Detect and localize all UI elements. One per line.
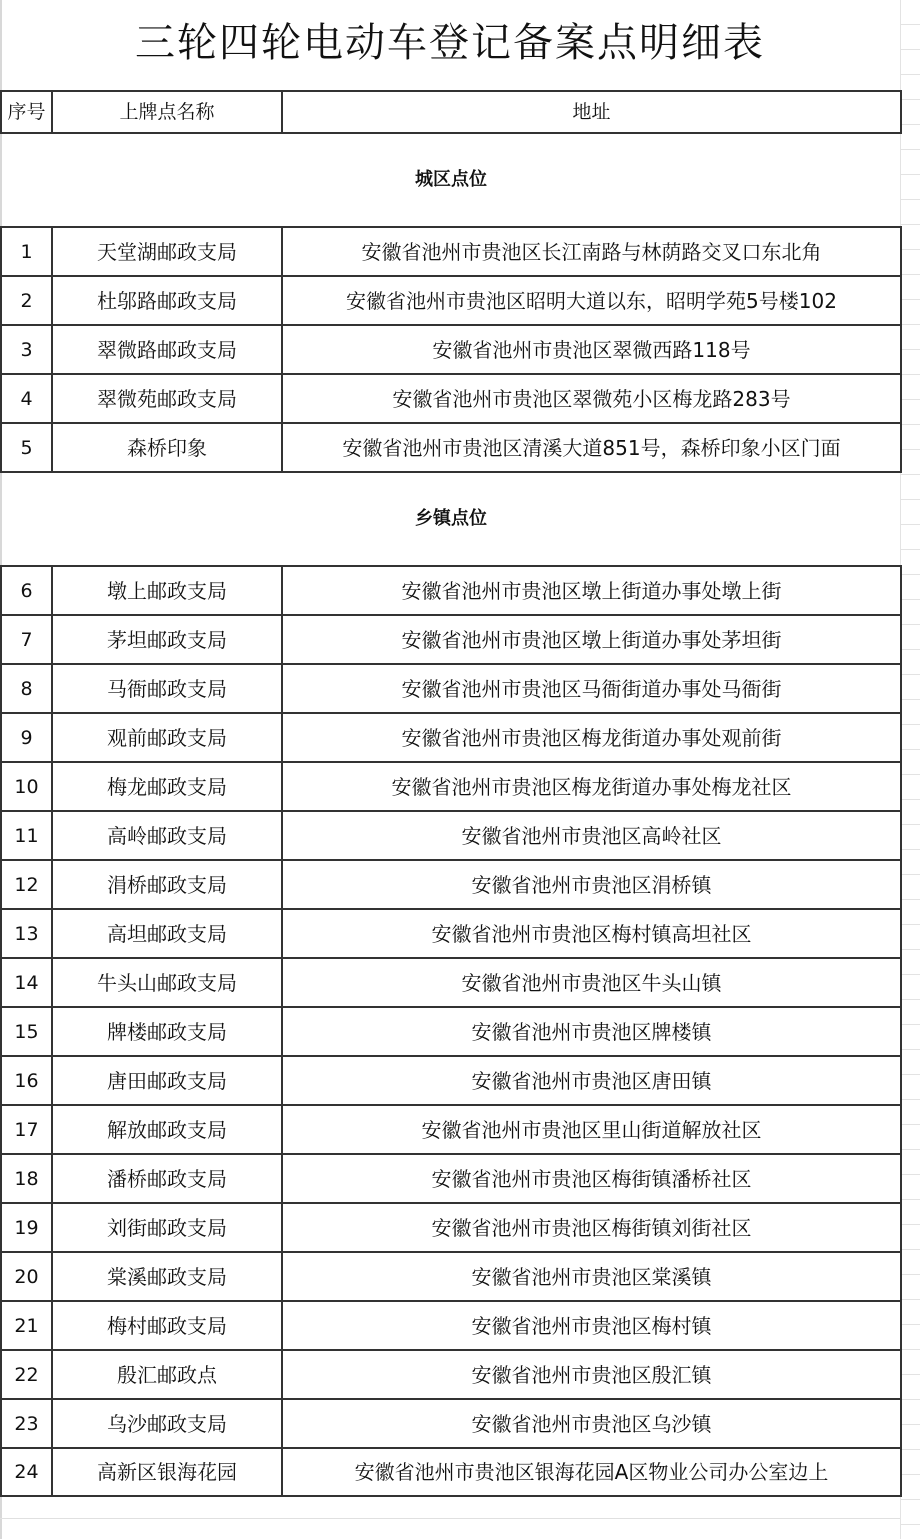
cell-address[interactable]: 安徽省池州市贵池区梅龙街道办事处梅龙社区 xyxy=(282,762,901,811)
table-row xyxy=(1,1056,901,1105)
cell-name[interactable]: 高岭邮政支局 xyxy=(52,811,282,860)
table-row xyxy=(1,762,901,811)
cell-address[interactable]: 安徽省池州市贵池区梅龙街道办事处观前街 xyxy=(282,713,901,762)
cell-address[interactable]: 安徽省池州市贵池区殷汇镇 xyxy=(282,1350,901,1399)
cell-name[interactable]: 天堂湖邮政支局 xyxy=(52,227,282,276)
table-row xyxy=(1,1154,901,1203)
cell-address[interactable]: 安徽省池州市贵池区棠溪镇 xyxy=(282,1252,901,1301)
cell-address[interactable]: 安徽省池州市贵池区梅村镇高坦社区 xyxy=(282,909,901,958)
cell-name[interactable]: 茅坦邮政支局 xyxy=(52,615,282,664)
cell-index[interactable]: 22 xyxy=(1,1350,52,1399)
cell-name[interactable]: 涓桥邮政支局 xyxy=(52,860,282,909)
cell-index[interactable]: 2 xyxy=(1,276,52,325)
cell-name[interactable]: 翠微苑邮政支局 xyxy=(52,374,282,423)
cell-name[interactable]: 乌沙邮政支局 xyxy=(52,1399,282,1448)
cell-name[interactable]: 唐田邮政支局 xyxy=(52,1056,282,1105)
cell-index[interactable]: 12 xyxy=(1,860,52,909)
table-row xyxy=(1,374,901,423)
table-row xyxy=(1,1301,901,1350)
cell-name[interactable]: 棠溪邮政支局 xyxy=(52,1252,282,1301)
cell-name[interactable]: 马衙邮政支局 xyxy=(52,664,282,713)
cell-address[interactable]: 安徽省池州市贵池区梅村镇 xyxy=(282,1301,901,1350)
table-row xyxy=(1,664,901,713)
table-row xyxy=(1,811,901,860)
cell-index[interactable]: 6 xyxy=(1,566,52,615)
cell-index[interactable]: 11 xyxy=(1,811,52,860)
cell-index[interactable]: 24 xyxy=(1,1448,52,1496)
cell-index[interactable]: 7 xyxy=(1,615,52,664)
table-row xyxy=(1,566,901,615)
cell-index[interactable]: 23 xyxy=(1,1399,52,1448)
page-title: 三轮四轮电动车登记备案点明细表 xyxy=(135,20,765,66)
table-row xyxy=(1,615,901,664)
cell-address[interactable]: 安徽省池州市贵池区墩上街道办事处茅坦街 xyxy=(282,615,901,664)
cell-name[interactable]: 牛头山邮政支局 xyxy=(52,958,282,1007)
cell-index[interactable]: 21 xyxy=(1,1301,52,1350)
cell-index[interactable]: 19 xyxy=(1,1203,52,1252)
table-header-row xyxy=(1,91,901,133)
cell-address[interactable]: 安徽省池州市贵池区翠微西路118号 xyxy=(282,325,901,374)
cell-address[interactable]: 安徽省池州市贵池区高岭社区 xyxy=(282,811,901,860)
cell-address[interactable]: 安徽省池州市贵池区长江南路与林荫路交叉口东北角 xyxy=(282,227,901,276)
registration-points-table xyxy=(0,90,902,1497)
cell-index[interactable]: 10 xyxy=(1,762,52,811)
cell-name[interactable]: 刘街邮政支局 xyxy=(52,1203,282,1252)
table-row xyxy=(1,1350,901,1399)
section-row xyxy=(1,133,901,227)
table-row xyxy=(1,958,901,1007)
cell-index[interactable]: 16 xyxy=(1,1056,52,1105)
cell-address[interactable]: 安徽省池州市贵池区涓桥镇 xyxy=(282,860,901,909)
table-row xyxy=(1,1007,901,1056)
cell-index[interactable]: 13 xyxy=(1,909,52,958)
cell-address[interactable]: 安徽省池州市贵池区里山街道解放社区 xyxy=(282,1105,901,1154)
section-label[interactable]: 乡镇点位 xyxy=(1,472,901,566)
cell-index[interactable]: 8 xyxy=(1,664,52,713)
cell-address[interactable]: 安徽省池州市贵池区翠微苑小区梅龙路283号 xyxy=(282,374,901,423)
header-address[interactable]: 地址 xyxy=(282,91,901,133)
cell-index[interactable]: 20 xyxy=(1,1252,52,1301)
cell-name[interactable]: 梅村邮政支局 xyxy=(52,1301,282,1350)
cell-name[interactable]: 解放邮政支局 xyxy=(52,1105,282,1154)
cell-name[interactable]: 潘桥邮政支局 xyxy=(52,1154,282,1203)
header-index[interactable]: 序号 xyxy=(1,91,52,133)
cell-index[interactable]: 9 xyxy=(1,713,52,762)
cell-index[interactable]: 18 xyxy=(1,1154,52,1203)
cell-address[interactable]: 安徽省池州市贵池区清溪大道851号，森桥印象小区门面 xyxy=(282,423,901,472)
cell-address[interactable]: 安徽省池州市贵池区唐田镇 xyxy=(282,1056,901,1105)
section-label[interactable]: 城区点位 xyxy=(1,133,901,227)
cell-address[interactable]: 安徽省池州市贵池区墩上街道办事处墩上街 xyxy=(282,566,901,615)
table-row xyxy=(1,1399,901,1448)
cell-address[interactable]: 安徽省池州市贵池区牌楼镇 xyxy=(282,1007,901,1056)
table-row xyxy=(1,713,901,762)
table-row xyxy=(1,423,901,472)
cell-name[interactable]: 高新区银海花园 xyxy=(52,1448,282,1496)
cell-address[interactable]: 安徽省池州市贵池区马衙街道办事处马衙街 xyxy=(282,664,901,713)
cell-address[interactable]: 安徽省池州市贵池区昭明大道以东，昭明学苑5号楼102 xyxy=(282,276,901,325)
cell-name[interactable]: 翠微路邮政支局 xyxy=(52,325,282,374)
cell-name[interactable]: 森桥印象 xyxy=(52,423,282,472)
cell-name[interactable]: 观前邮政支局 xyxy=(52,713,282,762)
table-row xyxy=(1,325,901,374)
cell-name[interactable]: 墩上邮政支局 xyxy=(52,566,282,615)
cell-name[interactable]: 高坦邮政支局 xyxy=(52,909,282,958)
table-row xyxy=(1,909,901,958)
table-row xyxy=(1,227,901,276)
cell-address[interactable]: 安徽省池州市贵池区银海花园A区物业公司办公室边上 xyxy=(282,1448,901,1496)
spreadsheet-grid-bottom xyxy=(0,1518,900,1540)
spreadsheet-grid-margin xyxy=(900,0,920,1539)
cell-index[interactable]: 5 xyxy=(1,423,52,472)
table-row xyxy=(1,1203,901,1252)
table-row xyxy=(1,860,901,909)
table-row xyxy=(1,1252,901,1301)
cell-name[interactable]: 殷汇邮政点 xyxy=(52,1350,282,1399)
cell-name[interactable]: 牌楼邮政支局 xyxy=(52,1007,282,1056)
table-body xyxy=(1,91,901,1496)
table-row xyxy=(1,1448,901,1496)
cell-address[interactable]: 安徽省池州市贵池区梅街镇刘街社区 xyxy=(282,1203,901,1252)
cell-name[interactable]: 杜邬路邮政支局 xyxy=(52,276,282,325)
cell-address[interactable]: 安徽省池州市贵池区梅街镇潘桥社区 xyxy=(282,1154,901,1203)
cell-name[interactable]: 梅龙邮政支局 xyxy=(52,762,282,811)
cell-address[interactable]: 安徽省池州市贵池区牛头山镇 xyxy=(282,958,901,1007)
cell-index[interactable]: 17 xyxy=(1,1105,52,1154)
cell-index[interactable]: 15 xyxy=(1,1007,52,1056)
section-row xyxy=(1,472,901,566)
cell-index[interactable]: 14 xyxy=(1,958,52,1007)
cell-index[interactable]: 3 xyxy=(1,325,52,374)
header-name[interactable]: 上牌点名称 xyxy=(52,91,282,133)
cell-index[interactable]: 1 xyxy=(1,227,52,276)
table-row xyxy=(1,276,901,325)
table-row xyxy=(1,1105,901,1154)
cell-address[interactable]: 安徽省池州市贵池区乌沙镇 xyxy=(282,1399,901,1448)
cell-index[interactable]: 4 xyxy=(1,374,52,423)
